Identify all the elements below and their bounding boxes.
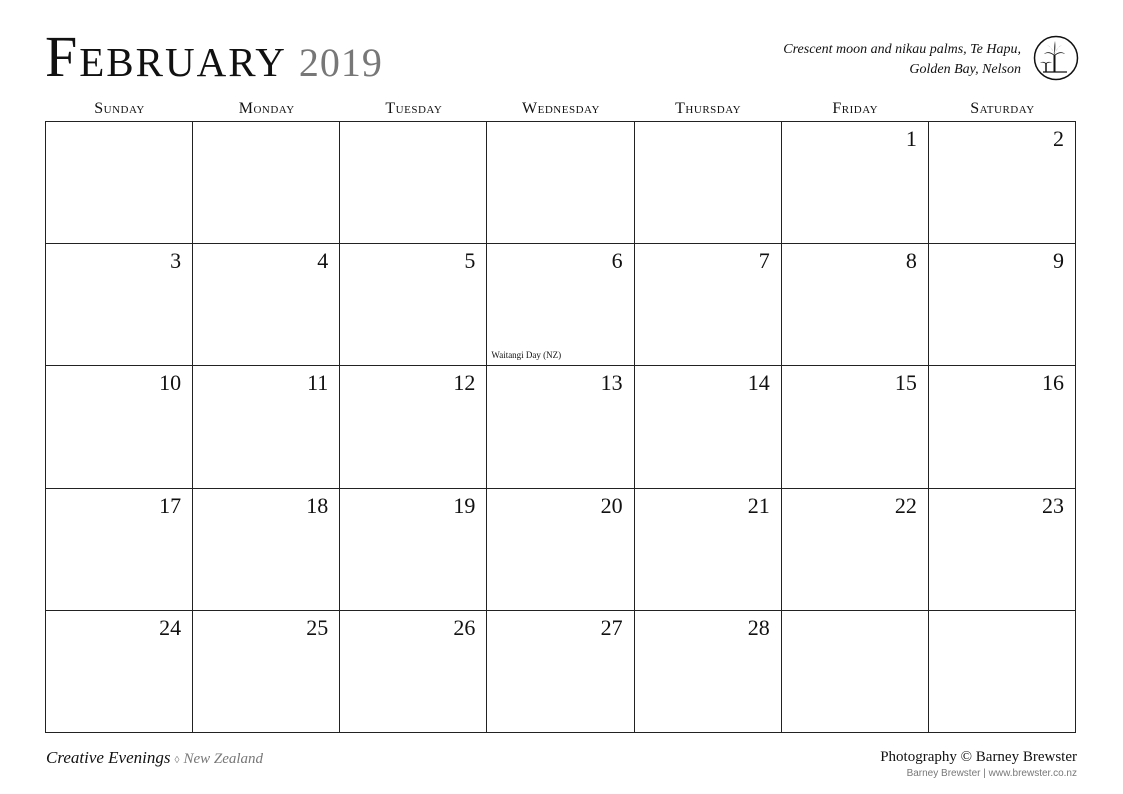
calendar-day-cell bbox=[340, 122, 487, 244]
day-number: 7 bbox=[758, 248, 770, 274]
weekday-saturday: Saturday bbox=[970, 100, 1035, 117]
day-number: 13 bbox=[600, 370, 623, 396]
calendar-day-cell bbox=[782, 366, 929, 488]
calendar-day-cell bbox=[782, 489, 929, 611]
calendar-day-cell bbox=[193, 122, 340, 244]
calendar-day-cell bbox=[635, 122, 782, 244]
day-number: 14 bbox=[747, 370, 770, 396]
weekday-thursday: Thursday bbox=[675, 100, 742, 117]
calendar-day-cell bbox=[46, 366, 193, 488]
calendar-day-cell bbox=[635, 489, 782, 611]
calendar-day-cell bbox=[340, 366, 487, 488]
day-number: 28 bbox=[747, 614, 770, 640]
calendar-day-cell bbox=[340, 489, 487, 611]
day-number: 8 bbox=[905, 248, 917, 274]
calendar-day-cell bbox=[782, 122, 929, 244]
weekday-friday: Friday bbox=[832, 100, 879, 117]
calendar-title bbox=[45, 24, 383, 89]
website-credit: Barney Brewster | www.brewster.co.nz bbox=[906, 768, 1077, 779]
calendar-grid bbox=[45, 121, 1076, 733]
weekday-monday: Monday bbox=[238, 100, 295, 117]
calendar-day-cell bbox=[929, 489, 1076, 611]
calendar-day-cell bbox=[929, 122, 1076, 244]
day-number: 9 bbox=[1052, 248, 1064, 274]
day-number: 12 bbox=[453, 370, 476, 396]
day-number: 26 bbox=[453, 614, 476, 640]
day-number: 25 bbox=[306, 614, 329, 640]
caption-line-1: Crescent moon and nikau palms, Te Hapu, bbox=[783, 42, 1021, 57]
calendar-day-cell bbox=[929, 611, 1076, 733]
caption-line-2: Golden Bay, Nelson bbox=[909, 62, 1021, 77]
day-number: 24 bbox=[159, 614, 182, 640]
calendar-day-cell bbox=[487, 366, 634, 488]
calendar-day-cell bbox=[46, 122, 193, 244]
day-number: 5 bbox=[464, 248, 476, 274]
separator-icon: ◊ bbox=[174, 755, 180, 766]
calendar-day-cell bbox=[193, 489, 340, 611]
calendar-day-cell bbox=[193, 611, 340, 733]
nikau-palm-moon-logo-icon bbox=[1033, 35, 1079, 81]
day-number: 2 bbox=[1052, 126, 1064, 151]
day-number: 23 bbox=[1041, 492, 1064, 518]
calendar-day-cell bbox=[487, 244, 634, 366]
holiday-note: Waitangi Day (NZ) bbox=[491, 350, 562, 361]
footer-credit-block bbox=[880, 749, 1077, 779]
calendar-day-cell bbox=[782, 611, 929, 733]
day-number: 3 bbox=[170, 248, 182, 274]
day-number: 16 bbox=[1041, 370, 1064, 396]
footer-brand-block bbox=[46, 748, 263, 768]
calendar-day-cell bbox=[193, 244, 340, 366]
day-number: 21 bbox=[747, 492, 770, 518]
calendar-day-cell bbox=[46, 611, 193, 733]
calendar-day-cell bbox=[193, 366, 340, 488]
month-name: February bbox=[45, 24, 287, 89]
calendar-day-cell bbox=[635, 366, 782, 488]
calendar-day-cell bbox=[929, 244, 1076, 366]
day-number: 27 bbox=[600, 614, 623, 640]
day-number: 4 bbox=[317, 248, 329, 274]
year: 2019 bbox=[298, 40, 383, 85]
region-name: New Zealand bbox=[183, 751, 264, 767]
day-number: 10 bbox=[159, 370, 182, 396]
weekday-header-row bbox=[46, 100, 1076, 118]
day-number: 17 bbox=[159, 492, 182, 518]
calendar-day-cell bbox=[487, 489, 634, 611]
photo-credit: Photography © Barney Brewster bbox=[880, 749, 1077, 765]
weekday-sunday: Sunday bbox=[94, 100, 145, 117]
calendar-day-cell bbox=[487, 611, 634, 733]
calendar-day-cell bbox=[340, 611, 487, 733]
photo-caption bbox=[783, 40, 1021, 80]
day-number: 18 bbox=[306, 492, 329, 518]
calendar-day-cell bbox=[487, 122, 634, 244]
day-number: 19 bbox=[453, 492, 476, 518]
brand-name: Creative Evenings bbox=[46, 748, 171, 767]
calendar-day-cell bbox=[929, 366, 1076, 488]
calendar-day-cell bbox=[340, 244, 487, 366]
calendar-day-cell bbox=[635, 611, 782, 733]
day-number: 22 bbox=[894, 492, 917, 518]
day-number: 11 bbox=[307, 370, 329, 396]
day-number: 6 bbox=[611, 248, 623, 274]
weekday-tuesday: Tuesday bbox=[385, 100, 443, 117]
calendar-day-cell bbox=[46, 489, 193, 611]
weekday-wednesday: Wednesday bbox=[522, 100, 600, 117]
calendar-day-cell bbox=[782, 244, 929, 366]
calendar-day-cell bbox=[46, 244, 193, 366]
calendar-day-cell bbox=[635, 244, 782, 366]
day-number: 20 bbox=[600, 492, 623, 518]
day-number: 1 bbox=[905, 126, 917, 151]
day-number: 15 bbox=[894, 370, 917, 396]
